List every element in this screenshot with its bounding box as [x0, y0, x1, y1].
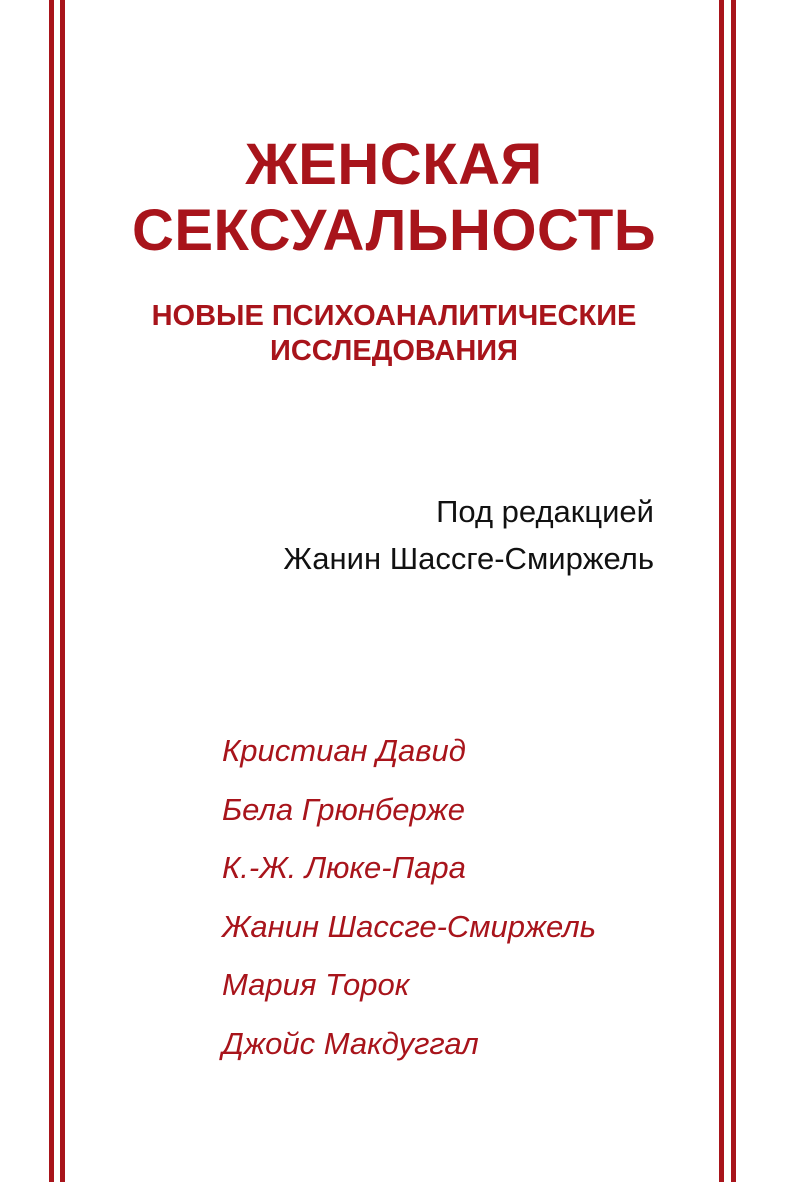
editor-credit: [283, 488, 654, 582]
book-title-line: СЕКСУАЛЬНОСТЬ: [131, 198, 657, 263]
book-subtitle: [0, 299, 788, 369]
book-subtitle-line: ИССЛЕДОВАНИЯ: [270, 335, 518, 367]
author-name: Жанин Шассге-Смиржель: [222, 908, 597, 944]
author-name: Мария Торок: [222, 967, 410, 1002]
book-subtitle-line: НОВЫЕ ПСИХОАНАЛИТИЧЕСКИЕ: [151, 300, 637, 332]
book-title: [0, 132, 788, 264]
author-name: К.-Ж. Люке-Пара: [222, 850, 466, 885]
editor-label: Под редакцией: [436, 494, 654, 529]
author-list: [222, 722, 596, 1073]
editor-name: Жанин Шассге-Смиржель: [283, 541, 654, 576]
book-title-line: ЖЕНСКАЯ: [245, 132, 543, 197]
author-name: Кристиан Давид: [222, 733, 466, 768]
author-name: Джойс Макдуггал: [222, 1025, 479, 1061]
author-name: Бела Грюнберже: [222, 791, 465, 827]
